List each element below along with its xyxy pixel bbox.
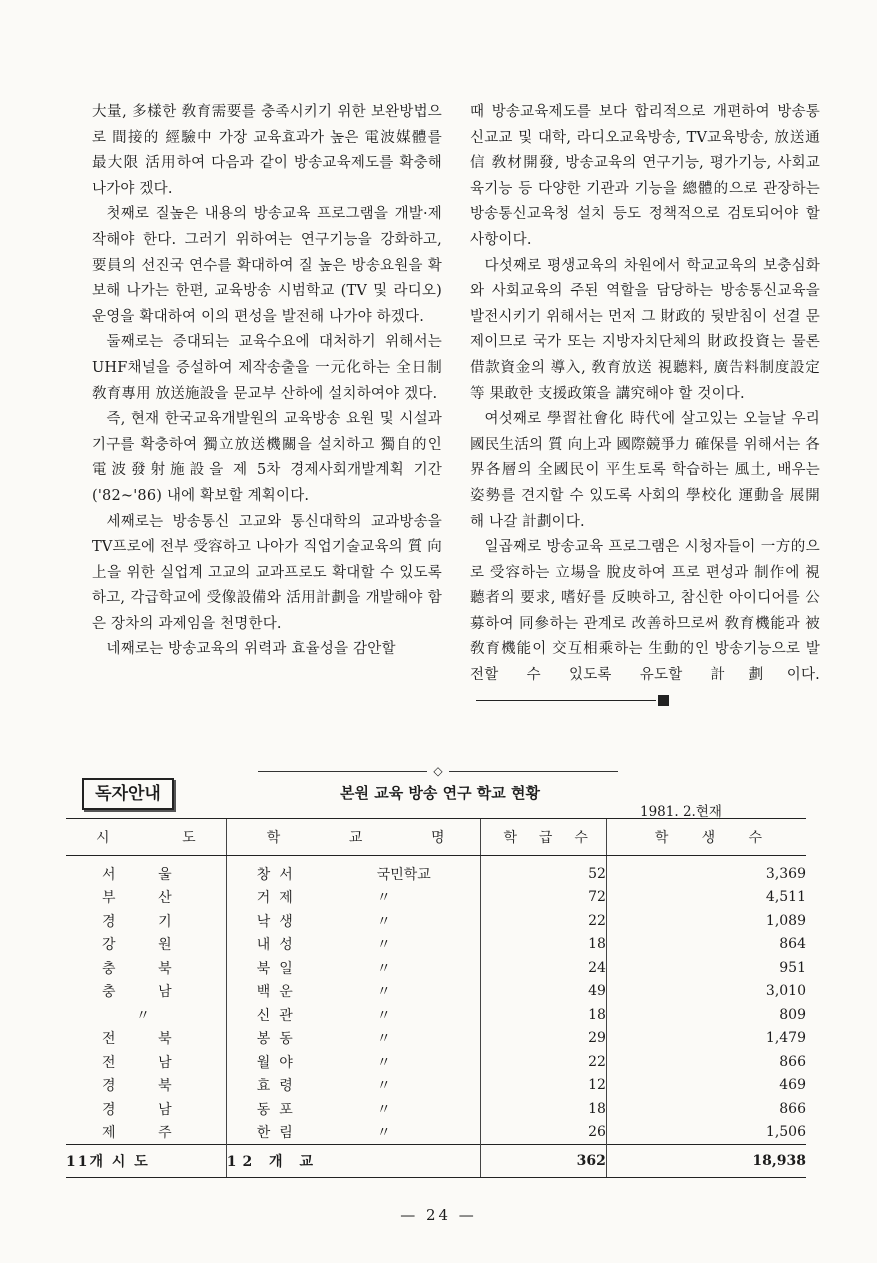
table-row: 전 북 봉동 〃 29 1,479	[66, 1027, 806, 1051]
reader-guide-label: 독자안내	[82, 778, 174, 810]
table-row: 충 북 북일 〃 24 951	[66, 956, 806, 980]
table-row: 충 남 백운 〃 49 3,010	[66, 980, 806, 1004]
total-schools: 12 개 교	[226, 1145, 481, 1178]
paragraph: 다섯째로 평생교육의 차원에서 학교교육의 보충심화와 사회교육의 주된 역할을 담당하는 방송통신교육을 발전시키기 위해서는 먼저 그 財政的 뒷받침이 선결 문제이므로 국가 또는 지방자치단체의 財政投資는 물론 借款資金의 導入, 敎育放送 視聽料, 廣告料制度設定等 果敢한 支援政策을 講究해야 할 것이다.	[470, 257, 820, 402]
table-total-row	[66, 1145, 806, 1178]
right-column	[470, 100, 820, 714]
table-row: 전 남 월야 〃 22 866	[66, 1050, 806, 1074]
page-number: — 24 —	[400, 1206, 477, 1224]
paragraph: 때 방송교육제도를 보다 합리적으로 개편하여 방송통신교교 및 대학, 라디오교육방송, TV교육방송, 放送通信 敎材開發, 방송교육의 연구기능, 평가기능, 사회교육기능 등 다양한 기관과 기능을 總體的으로 관장하는 방송통신교육청 설치 등도 정책적으로 검토되어야 할 사항이다.	[470, 104, 820, 248]
divider-line	[258, 771, 427, 772]
paragraph-text: 일곱째로 방송교육 프로그램은 시청자들이 一方的으로 受容하는 立場을 脫皮하여 프로 편성과 制作에 視聽者의 要求, 嗜好를 反映하고, 참신한 아이디어를 公募하여 同參하는 관계로 改善하므로써 敎育機能과 被敎育機能이 交互相乘하는 生動的인 방송기능으로 발전할 수 있도록 유도할 計劃이다.	[470, 539, 820, 684]
table-row: 부 산 거제 〃 72 4,511	[66, 886, 806, 910]
left-column	[92, 100, 442, 714]
school-status-table	[66, 818, 806, 1178]
paragraph: 네째로는 방송교육의 위력과 효율성을 감안할	[106, 641, 396, 658]
paragraph: 첫째로 질높은 내용의 방송교육 프로그램을 개발·제작해야 한다. 그러기 위하여는 연구기능을 강화하고, 要員의 선진국 연수를 확대하여 질 높은 방송요원을 확보해 나가는 한편, 교육방송 시범학교 (TV 및 라디오)운영을 확대하여 이의 편성을 발전해 나가야 하겠다.	[92, 206, 442, 325]
paragraph: 둘째로는 증대되는 교육수요에 대처하기 위해서는 UHF채널을 증설하여 제작송출을 一元化하는 全日制 敎育專用 放送施設을 문교부 산하에 설치하여야 겠다.	[92, 334, 442, 402]
header-students: 학 생 수	[606, 819, 806, 856]
paragraph: 세째로는 방송통신 고교와 통신대학의 교과방송을 TV프로에 전부 受容하고 나아가 직업기술교육의 質 向上을 위한 실업계 고교의 교과프로도 확대할 수 있도록하고, 각급학교에 受像設備와 活用計劃을 개발해야 함은 장차의 과제임을 천명한다.	[92, 513, 442, 632]
table-row: 강 원 내성 〃 18 864	[66, 933, 806, 957]
table-title: 본원 교육 방송 연구 학교 현황	[340, 784, 540, 802]
diamond-icon: ◇	[433, 764, 443, 778]
article-body	[92, 100, 820, 714]
end-mark-icon	[658, 695, 669, 706]
total-classes: 362	[481, 1145, 606, 1178]
paragraph: 大量, 多樣한 敎育需要를 충족시키기 위한 보완방법으로 間接的 經驗中 가장 교육효과가 높은 電波媒體를 最大限 活用하여 다음과 같이 방송교육제도를 확충해 나가야 겠다.	[92, 104, 442, 197]
paragraph-final	[470, 535, 820, 714]
table-row: 서 울 창서 국민학교 52 3,369	[66, 856, 806, 886]
table-row: 경 기 낙생 〃 22 1,089	[66, 909, 806, 933]
table-row: 경 북 효령 〃 12 469	[66, 1074, 806, 1098]
table-row: 경 남 동포 〃 18 866	[66, 1097, 806, 1121]
section-divider	[258, 764, 618, 778]
table-header-row	[66, 819, 806, 856]
divider-line	[449, 771, 618, 772]
total-students: 18,938	[606, 1145, 806, 1178]
header-school: 학 교 명	[226, 819, 481, 856]
header-classes: 학 급 수	[481, 819, 606, 856]
paragraph: 즉, 현재 한국교육개발원의 교육방송 요원 및 시설과 기구를 확충하여 獨立放送機關을 설치하고 獨自的인 電波發射施設을 제 5차 경제사회개발계획 기간('82~'86) 내에 확보할 계획이다.	[92, 411, 442, 504]
header-region: 시 도	[66, 819, 226, 856]
table-date: 1981. 2.현재	[640, 804, 722, 820]
paragraph: 여섯째로 學習社會化 時代에 살고있는 오늘날 우리 國民生活의 質 向上과 國際競爭力 確保를 위해서는 各界各層의 全國民이 平生토록 학습하는 風土, 배우는 姿勢를 견지할 수 있도록 사회의 學校化 運動을 展開해 나갈 計劃이다.	[470, 411, 820, 530]
end-rule	[476, 700, 656, 701]
table-row: 제 주 한림 〃 26 1,506	[66, 1121, 806, 1145]
table-row: 〃 신관 〃 18 809	[66, 1003, 806, 1027]
total-regions: 11개 시 도	[66, 1145, 226, 1178]
